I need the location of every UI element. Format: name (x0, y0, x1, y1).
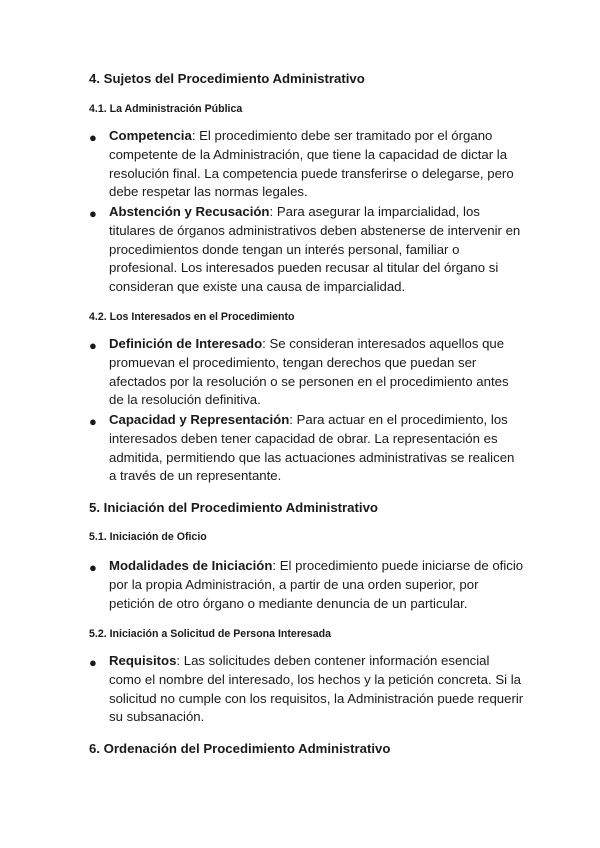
list-item-body: : Se consideran interesados aquellos que promuevan el procedimiento, tengan derechos que puedan ser afectados por la resolución o se personen en el procedimiento antes de la resolución definitiva. (109, 336, 509, 408)
list-item-competencia (109, 127, 524, 202)
list-item-body: : Las solicitudes deben contener información esencial como el nombre del interesado, los hechos y la petición concreta. Si la solicitud no cumple con los requisitos, la Administración puede requerir su subsanación. (109, 653, 524, 725)
list-item-body: : El procedimiento puede iniciarse de oficio por la propia Administración, a partir de una orden superior, por petición de otro órgano o mediante denuncia de un particular. (109, 558, 524, 611)
list-item-requisitos (109, 652, 524, 727)
bullet-icon: ● (89, 655, 97, 670)
list-item-term: Capacidad y Representación (109, 412, 290, 427)
list-item-body: : Para actuar en el procedimiento, los interesados deben tener capacidad de obrar. La representación es admitida, permitiendo que las actuaciones administrativas se realicen a través de un representante. (109, 412, 515, 484)
bullet-icon: ● (89, 414, 97, 429)
bullet-icon: ● (89, 338, 97, 353)
subsection-heading-4-2: 4.2. Los Interesados en el Procedimiento (89, 311, 295, 323)
bullet-icon: ● (89, 130, 97, 145)
list-item-term: Abstención y Recusación (109, 204, 270, 219)
list-item-term: Modalidades de Iniciación (109, 558, 273, 573)
list-item-term: Competencia (109, 128, 192, 143)
subsection-heading-4-1: 4.1. La Administración Pública (89, 103, 243, 115)
list-item-capacidad (109, 411, 524, 486)
bullet-icon: ● (89, 560, 97, 575)
list-item-body: : Para asegurar la imparcialidad, los titulares de órganos administrativos deben abstenerse de intervenir en procedimientos donde tengan un interés personal, familiar o profesional. Los interesados pueden recusar al titular del órgano si consideran que existe una causa de imparcialidad. (109, 204, 521, 295)
bullet-icon: ● (89, 206, 97, 221)
list-item-modalidades (109, 557, 524, 613)
section-heading-5: 5. Iniciación del Procedimiento Administrativo (89, 500, 378, 515)
section-heading-4: 4. Sujetos del Procedimiento Administrativo (89, 71, 365, 86)
section-heading-6: 6. Ordenación del Procedimiento Administrativo (89, 741, 391, 756)
list-item-abstencion (109, 203, 524, 297)
list-item-body: : El procedimiento debe ser tramitado por el órgano competente de la Administración, que tiene la capacidad de dictar la resolución final. La competencia puede transferirse o delegarse, pero debe respetar las normas legales. (109, 128, 514, 200)
list-item-term: Requisitos (109, 653, 177, 668)
subsection-heading-5-1: 5.1. Iniciación de Oficio (89, 531, 207, 543)
subsection-heading-5-2: 5.2. Iniciación a Solicitud de Persona Interesada (89, 628, 331, 640)
list-item-term: Definición de Interesado (109, 336, 263, 351)
list-item-definicion (109, 335, 524, 410)
